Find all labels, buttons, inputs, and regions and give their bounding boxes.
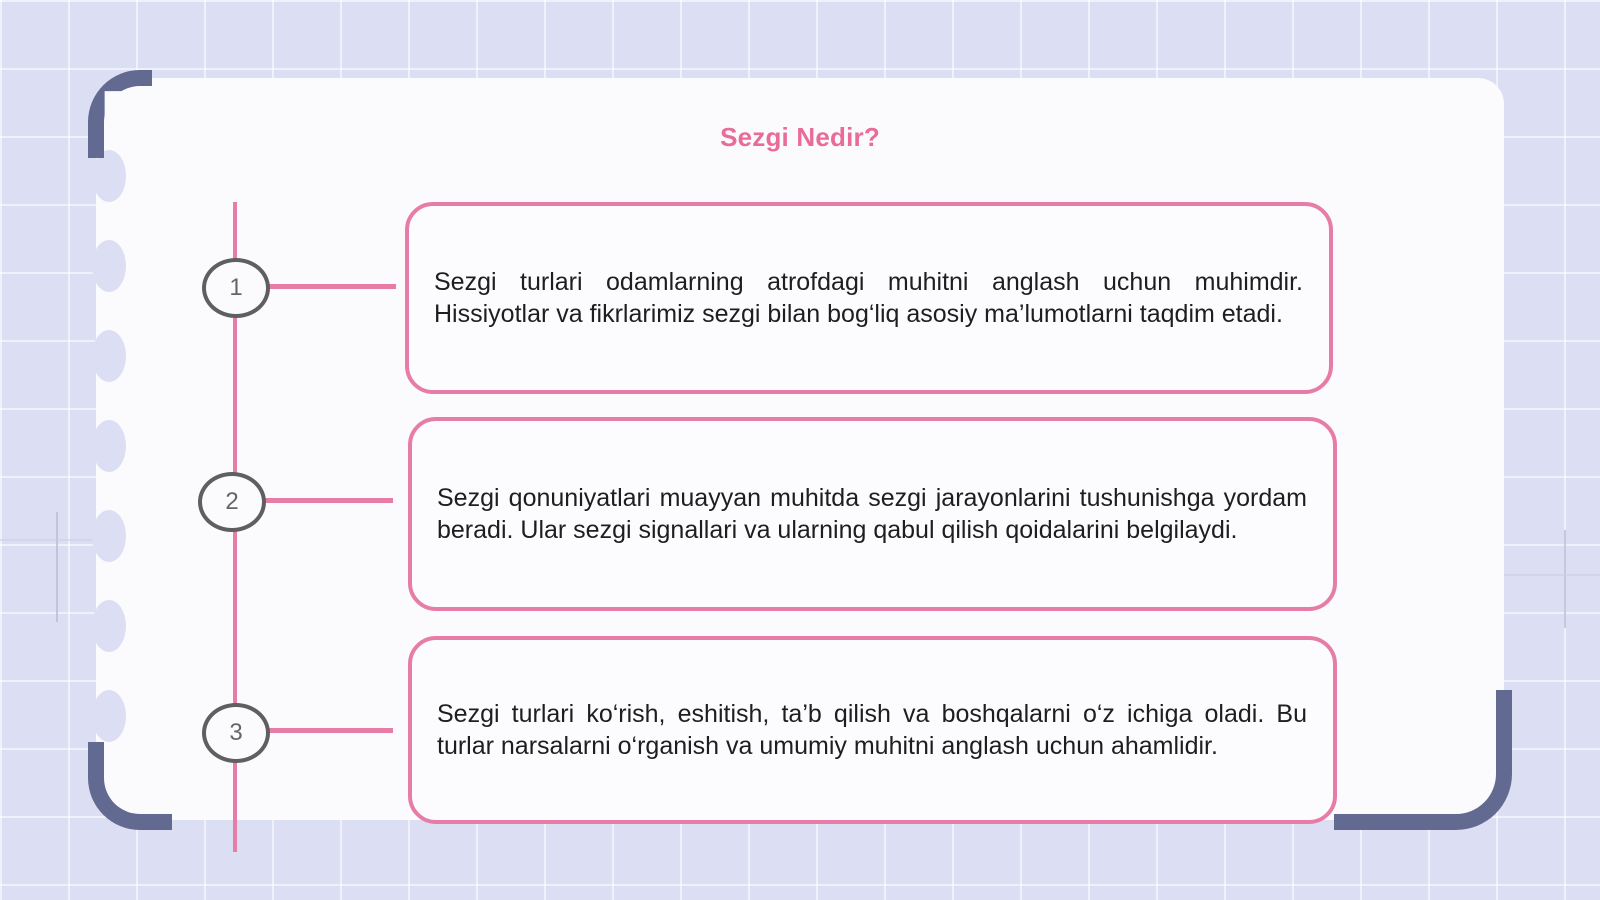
corner-bracket-bottom-left xyxy=(88,742,172,830)
step-number-badge xyxy=(202,258,270,318)
torn-edge-notch xyxy=(92,330,126,382)
step-number: 2 xyxy=(225,488,239,515)
step-description: Sezgi turlari odamlarning atrofdagi muhitni anglash uchun muhimdir. Hissiyotlar va fikrlarimiz sezgi bilan bog‘liq asosiy ma’lumotlarni taqdim etadi. xyxy=(434,268,1303,328)
step-number: 3 xyxy=(229,719,243,746)
timeline-connector xyxy=(266,728,393,733)
step-card xyxy=(408,636,1337,824)
step-description: Sezgi qonuniyatlari muayyan muhitda sezgi jarayonlarini tushunishga yordam beradi. Ular sezgi signallari va ularning qabul qilish qoidalarini belgilaydi. xyxy=(437,484,1307,544)
step-description: Sezgi turlari ko‘rish, eshitish, ta’b qilish va boshqalarni o‘z ichiga oladi. Bu turlar narsalarni o‘rganish va umumiy muhitni anglash uchun ahamlidir. xyxy=(437,700,1307,760)
torn-edge-notch xyxy=(92,240,126,292)
torn-edge-notch xyxy=(92,510,126,562)
step-card xyxy=(408,417,1337,611)
torn-edge-notch xyxy=(92,600,126,652)
torn-edge-notch xyxy=(92,420,126,472)
step-number-badge xyxy=(198,472,266,532)
step-number: 1 xyxy=(229,274,243,301)
step-card xyxy=(405,202,1333,394)
timeline-connector xyxy=(263,498,393,503)
corner-bracket-bottom-right xyxy=(1334,690,1512,830)
torn-edge-notch xyxy=(92,690,126,742)
slide-title: Sezgi Nedir? xyxy=(720,122,880,152)
timeline-connector xyxy=(266,284,396,289)
step-number-badge xyxy=(202,703,270,763)
